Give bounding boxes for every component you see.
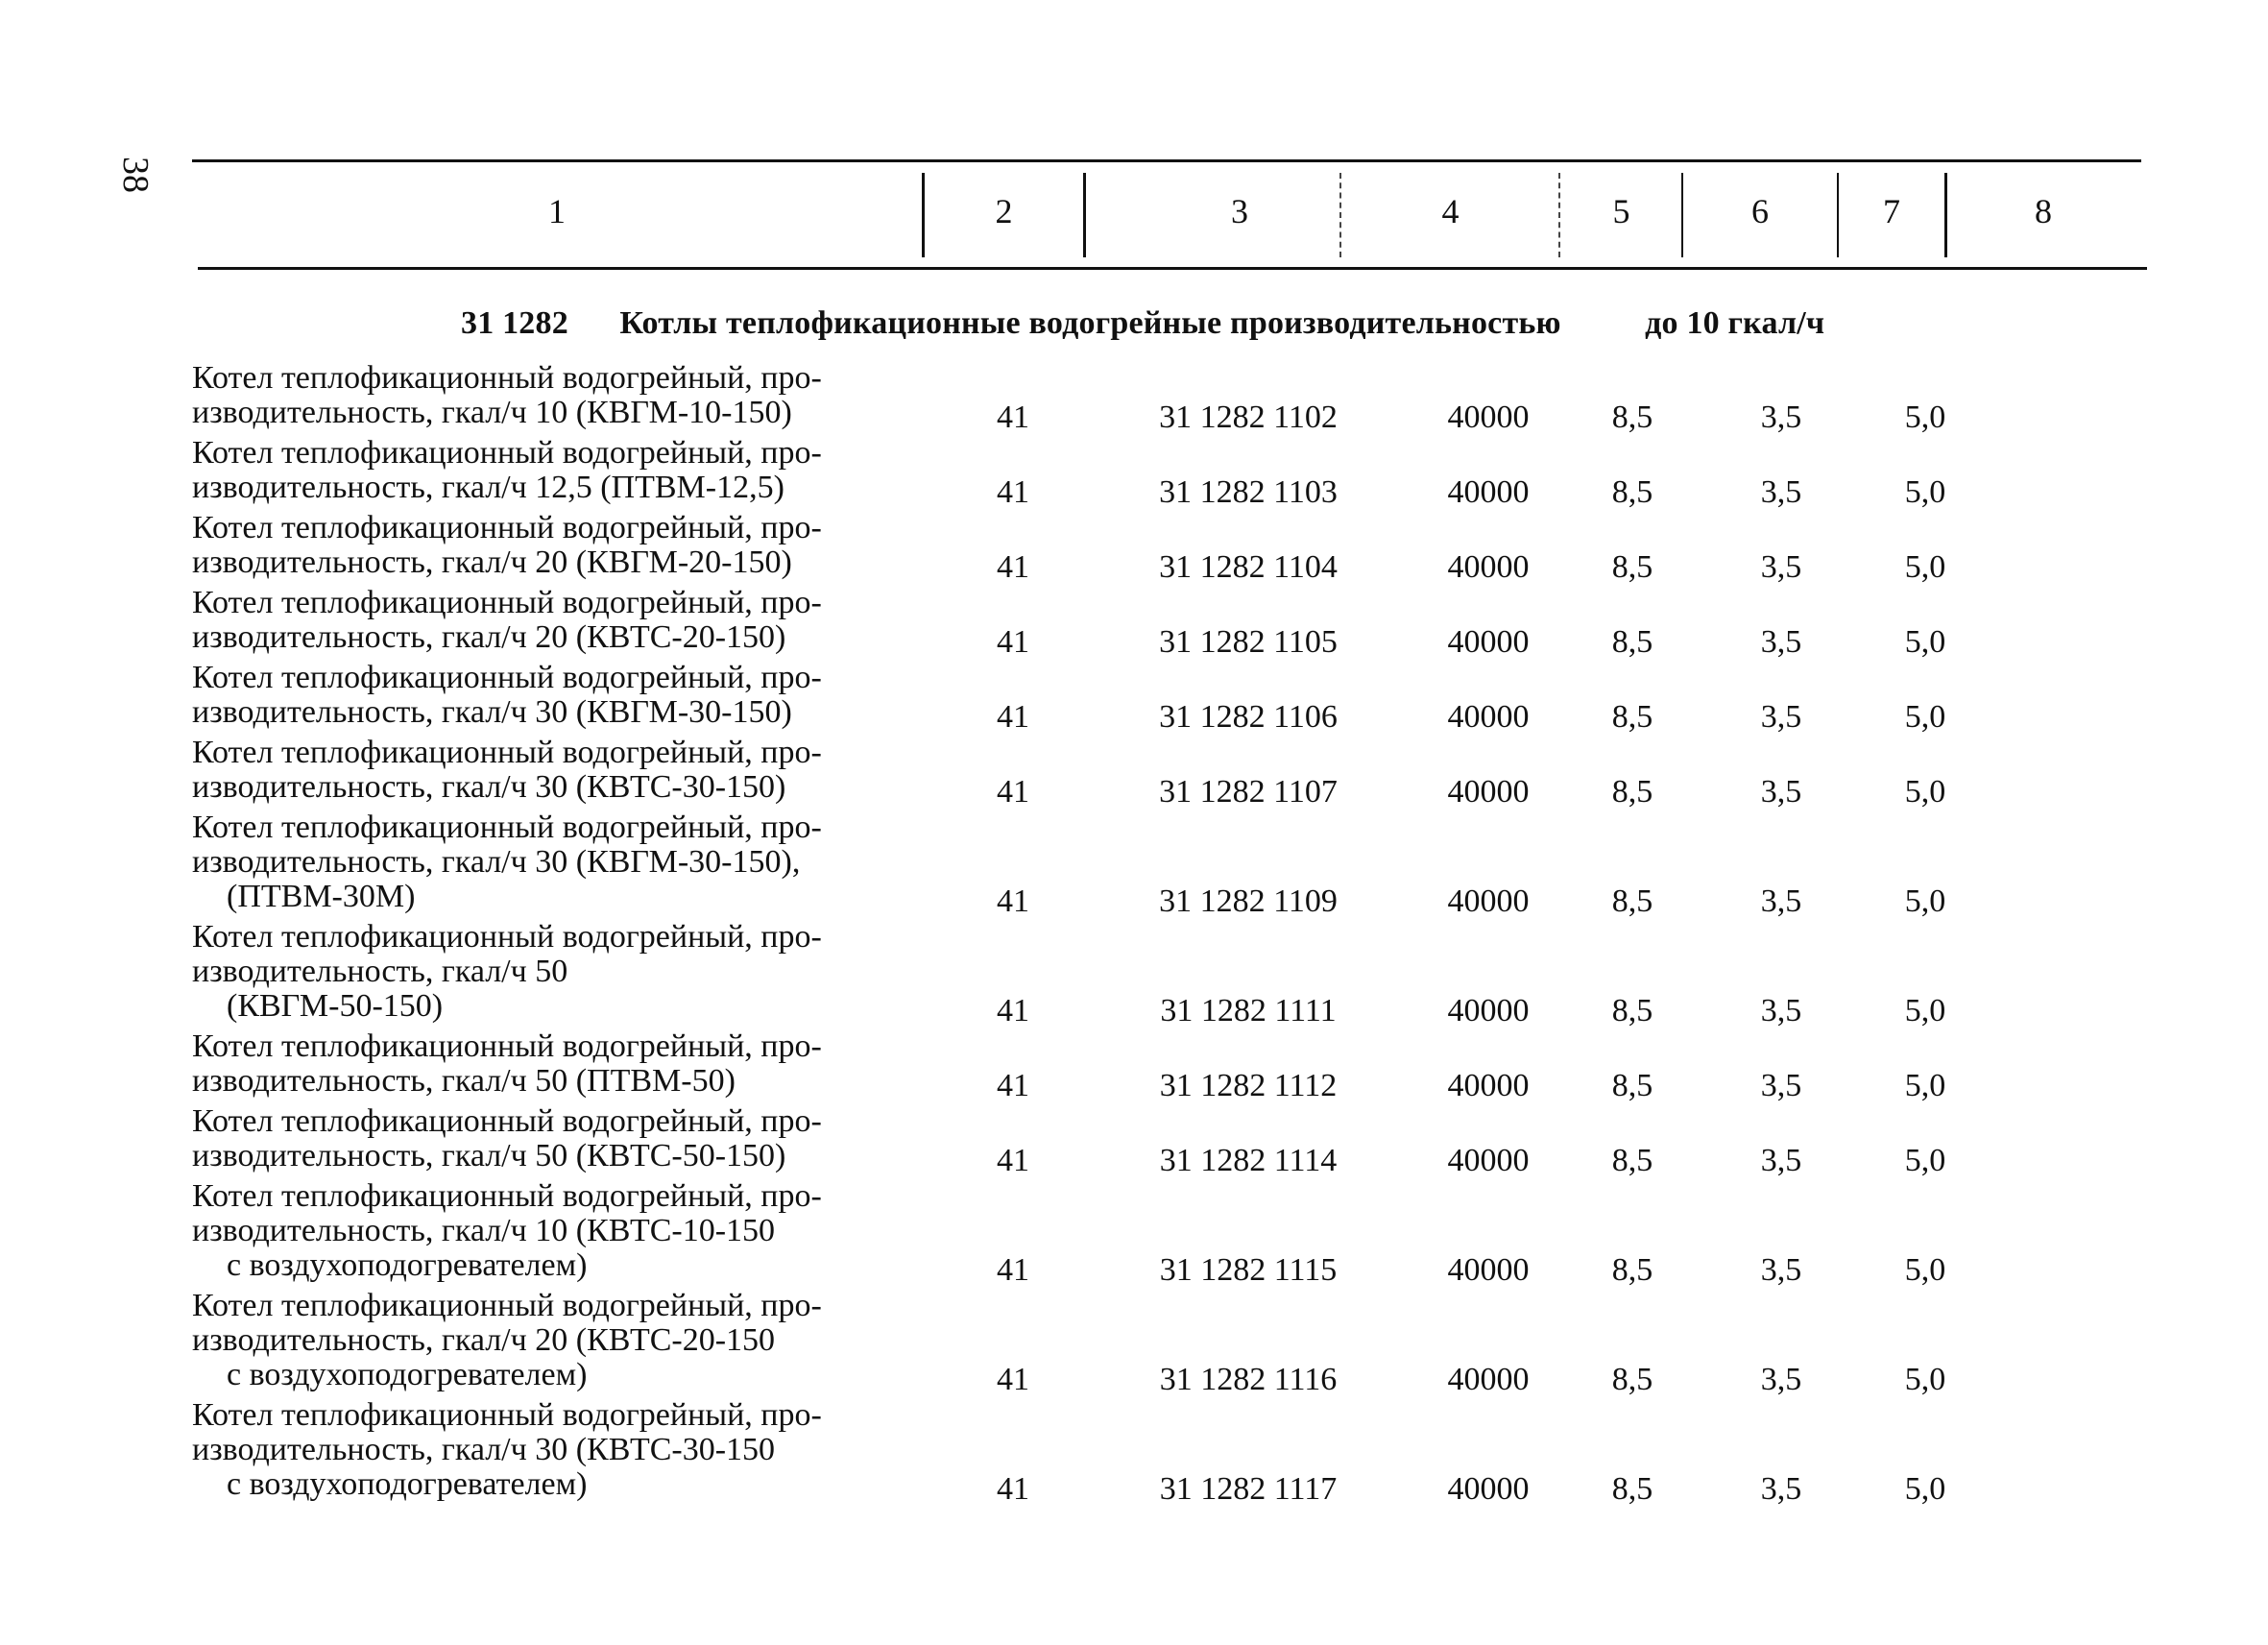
col-7-value: 5,0 [1904,1143,1946,1178]
col-2-value: 41 [997,1471,1029,1507]
description-line: Котел теплофикационный водогрейный, про- [192,510,822,545]
col-2-value: 41 [997,1252,1029,1288]
item-code: 31 1282 1112 [1159,1068,1338,1103]
header-separator [1339,173,1341,257]
col-2-value: 41 [997,1068,1029,1103]
description-line: Котел теплофикационный водогрейный, про- [192,735,822,770]
col-6-value: 3,5 [1760,774,1802,810]
col-7-value: 5,0 [1904,1068,1946,1103]
col-4-value: 40000 [1447,883,1530,919]
description-line: Котел теплофикационный водогрейный, про- [192,360,822,396]
header-col-6: 6 [1751,192,1769,230]
col-4-value: 40000 [1447,1471,1530,1507]
item-code: 31 1282 1116 [1159,1362,1338,1397]
col-7-value: 5,0 [1904,699,1946,735]
col-2-value: 41 [997,1143,1029,1178]
row-description [192,1398,941,1502]
header-top-rule [192,159,2141,162]
col-2-value: 41 [997,1362,1029,1397]
col-7-value: 5,0 [1904,1471,1946,1507]
header-col-7: 7 [1883,192,1900,230]
col-5-value: 8,5 [1611,399,1653,435]
col-4-value: 40000 [1447,399,1530,435]
description-line: изводительность, гкал/ч 50 (ПТВМ-50) [192,1063,736,1099]
description-line: Котел теплофикационный водогрейный, про- [192,435,822,471]
col-7-value: 5,0 [1904,399,1946,435]
col-4-value: 40000 [1447,1252,1530,1288]
col-6-value: 3,5 [1760,399,1802,435]
col-5-value: 8,5 [1611,624,1653,660]
description-line: Котел теплофикационный водогрейный, про- [192,1288,822,1323]
description-line: Котел теплофикационный водогрейный, про- [192,1103,822,1139]
col-5-value: 8,5 [1611,1252,1653,1288]
col-7-value: 5,0 [1904,1362,1946,1397]
col-4-value: 40000 [1447,624,1530,660]
row-description [192,1289,941,1392]
description-line: изводительность, гкал/ч 12,5 (ПТВМ-12,5) [192,470,784,505]
col-6-value: 3,5 [1760,883,1802,919]
col-7-value: 5,0 [1904,774,1946,810]
col-5-value: 8,5 [1611,1471,1653,1507]
col-7-value: 5,0 [1904,474,1946,510]
col-2-value: 41 [997,883,1029,919]
col-2-value: 41 [997,474,1029,510]
col-7-value: 5,0 [1904,993,1946,1028]
item-code: 31 1282 1104 [1159,549,1338,585]
description-line: (ПТВМ-30М) [227,879,416,914]
description-line: (КВГМ-50-150) [227,988,444,1024]
col-6-value: 3,5 [1760,1068,1802,1103]
col-4-value: 40000 [1447,1362,1530,1397]
description-line: Котел теплофикационный водогрейный, про- [192,919,822,955]
description-line: Котел теплофикационный водогрейный, про- [192,585,822,620]
col-5-value: 8,5 [1611,1362,1653,1397]
header-col-1: 1 [548,192,566,230]
col-2-value: 41 [997,624,1029,660]
item-code: 31 1282 1106 [1159,699,1338,735]
row-description [192,511,941,580]
col-6-value: 3,5 [1760,1471,1802,1507]
section-limit: до 10 гкал/ч [1645,305,1825,341]
col-4-value: 40000 [1447,1143,1530,1178]
col-5-value: 8,5 [1611,474,1653,510]
description-line: Котел теплофикационный водогрейный, про- [192,810,822,845]
header-separator [1558,173,1560,257]
description-line: изводительность, гкал/ч 20 (КВТС-20-150 [192,1322,776,1358]
description-line: с воздухоподогревателем) [227,1466,588,1502]
item-code: 31 1282 1103 [1159,474,1338,510]
section-name: Котлы теплофикационные водогрейные производительностью [619,305,1561,341]
description-line: Котел теплофикационный водогрейный, про- [192,1397,822,1433]
col-7-value: 5,0 [1904,624,1946,660]
col-6-value: 3,5 [1760,1143,1802,1178]
item-code: 31 1282 1117 [1159,1471,1338,1507]
section-title [461,305,1824,342]
item-code: 31 1282 1111 [1160,993,1337,1028]
col-5-value: 8,5 [1611,1068,1653,1103]
col-2-value: 41 [997,699,1029,735]
col-7-value: 5,0 [1904,549,1946,585]
row-description [192,1104,941,1173]
row-description [192,436,941,505]
description-line: Котел теплофикационный водогрейный, про- [192,1178,822,1214]
description-line: изводительность, гкал/ч 10 (КВГМ-10-150) [192,395,792,430]
header-col-4: 4 [1441,192,1460,230]
description-line: изводительность, гкал/ч 10 (КВТС-10-150 [192,1213,776,1248]
row-description [192,736,941,805]
item-code: 31 1282 1107 [1159,774,1338,810]
col-6-value: 3,5 [1760,993,1802,1028]
description-line: изводительность, гкал/ч 30 (КВТС-30-150 [192,1432,776,1467]
col-6-value: 3,5 [1760,1252,1802,1288]
col-5-value: 8,5 [1611,1143,1653,1178]
col-6-value: 3,5 [1760,474,1802,510]
header-col-8: 8 [2035,192,2052,230]
item-code: 31 1282 1102 [1159,399,1338,435]
header-col-5: 5 [1612,192,1630,230]
row-description [192,661,941,730]
row-description [192,1029,941,1099]
description-line: изводительность, гкал/ч 50 (КВТС-50-150) [192,1138,786,1173]
col-4-value: 40000 [1447,993,1530,1028]
row-description [192,920,941,1024]
description-line: изводительность, гкал/ч 30 (КВГМ-30-150) [192,694,792,730]
item-code: 31 1282 1114 [1159,1143,1338,1178]
description-line: изводительность, гкал/ч 50 [192,954,568,989]
col-5-value: 8,5 [1611,699,1653,735]
description-line: изводительность, гкал/ч 30 (КВТС-30-150) [192,769,786,805]
col-5-value: 8,5 [1611,993,1653,1028]
header-bottom-rule [198,267,2147,270]
description-line: изводительность, гкал/ч 30 (КВГМ-30-150), [192,844,801,880]
description-line: изводительность, гкал/ч 20 (КВТС-20-150) [192,619,786,655]
description-line: с воздухоподогревателем) [227,1357,588,1392]
item-code: 31 1282 1105 [1159,624,1338,660]
col-7-value: 5,0 [1904,883,1946,919]
description-line: Котел теплофикационный водогрейный, про- [192,1028,822,1064]
header-col-2: 2 [995,192,1013,230]
col-2-value: 41 [997,399,1029,435]
col-6-value: 3,5 [1760,549,1802,585]
col-4-value: 40000 [1447,549,1530,585]
row-description [192,586,941,655]
description-line: изводительность, гкал/ч 20 (КВГМ-20-150) [192,544,792,580]
col-4-value: 40000 [1447,1068,1530,1103]
description-line: с воздухоподогревателем) [227,1247,588,1283]
col-5-value: 8,5 [1611,883,1653,919]
item-code: 31 1282 1115 [1159,1252,1338,1288]
col-7-value: 5,0 [1904,1252,1946,1288]
col-5-value: 8,5 [1611,774,1653,810]
item-code: 31 1282 1109 [1159,883,1338,919]
header-col-3: 3 [1231,192,1248,230]
col-5-value: 8,5 [1611,549,1653,585]
table-header [192,163,2141,259]
section-code: 31 1282 [461,305,568,341]
page-number: 38 [115,157,156,193]
col-2-value: 41 [997,774,1029,810]
col-2-value: 41 [997,993,1029,1028]
col-2-value: 41 [997,549,1029,585]
col-4-value: 40000 [1447,774,1530,810]
row-description [192,361,941,430]
col-6-value: 3,5 [1760,699,1802,735]
col-6-value: 3,5 [1760,624,1802,660]
row-description [192,810,941,914]
col-6-value: 3,5 [1760,1362,1802,1397]
col-4-value: 40000 [1447,699,1530,735]
description-line: Котел теплофикационный водогрейный, про- [192,660,822,695]
col-4-value: 40000 [1447,474,1530,510]
row-description [192,1179,941,1283]
